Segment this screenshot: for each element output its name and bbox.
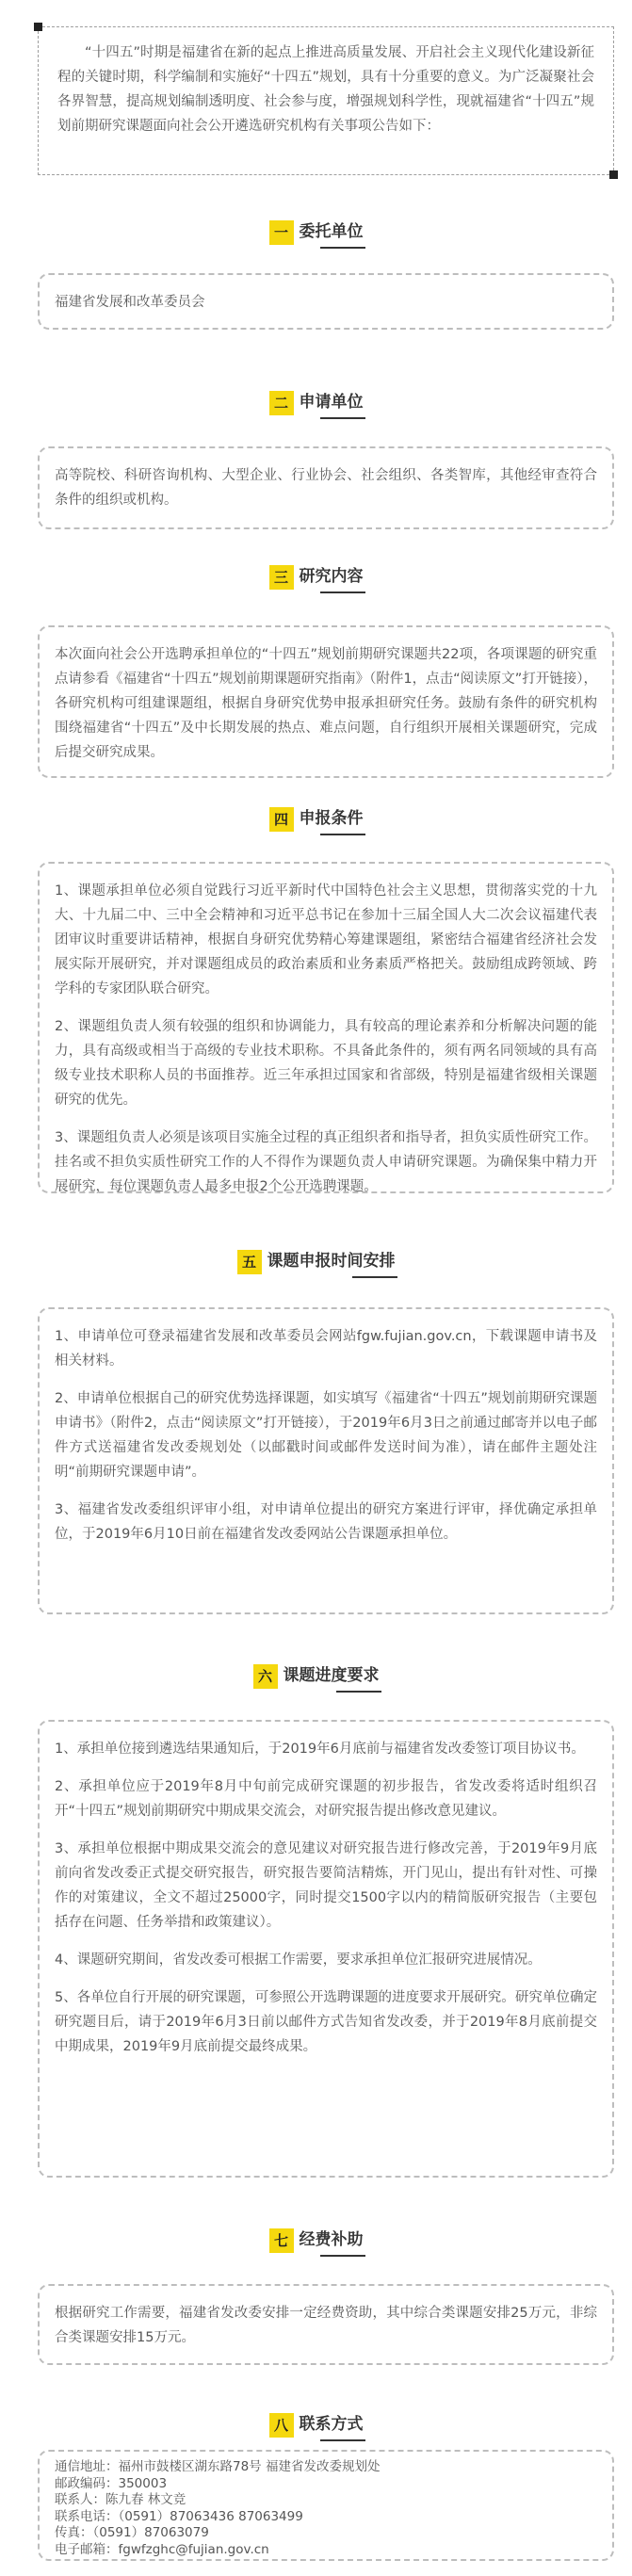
section-heading-8 xyxy=(0,2411,632,2439)
section-paragraph: 福建省发展和改革委员会 xyxy=(55,295,205,310)
contact-line: 传真：（0591）87063079 xyxy=(55,2525,209,2540)
section-paragraph: 1、申请单位可登录福建省发展和改革委员会网站fgw.fujian.gov.cn，下载课题申请书及相关材料。 xyxy=(55,1329,597,1369)
section-number: 六 xyxy=(253,1664,278,1689)
section-paragraph: 2、申请单位根据自己的研究优势选择课题，如实填写《福建省“十四五”规划前期研究课题申请书》（附件2，点击“阅读原文”打开链接），于2019年6月3日之前通过邮寄并以电子邮件方式送福建省发改委规划处（以邮戳时间或邮件发送时间为准），请在邮件主题处注明“前期研究课题申请”。 xyxy=(55,1391,597,1480)
section-title: 研究内容 xyxy=(300,564,364,591)
section-paragraph: 3、福建省发改委组织评审小组，对申请单位提出的研究方案进行评审，择优确定承担单位，于2019年6月10日前在福建省发改委网站公告课题承担单位。 xyxy=(55,1502,597,1542)
section-box-1 xyxy=(38,273,614,330)
email-link[interactable]: 电子邮箱：fgwfzghc@fujian.gov.cn xyxy=(55,2541,269,2557)
section-paragraph: 4、课题研究期间，省发改委可根据工作需要，要求承担单位汇报研究进展情况。 xyxy=(55,1952,542,1968)
section-title: 经费补助 xyxy=(300,2228,364,2254)
section-paragraph: 1、承担单位接到遴选结果通知后，于2019年6月底前与福建省发改委签订项目协议书。 xyxy=(55,1742,585,1757)
contact-line: 联系电话：（0591）87063436 87063499 xyxy=(55,2508,303,2524)
section-paragraph: 根据研究工作需要，福建省发改委安排一定经费资助，其中综合类课题安排25万元，非综合类课题安排15万元。 xyxy=(55,2306,597,2345)
section-box-3 xyxy=(38,625,614,778)
section-title: 申报条件 xyxy=(300,806,364,833)
section-paragraph: 3、课题组负责人必须是该项目实施全过程的真正组织者和指导者，担负实质性研究工作。挂名或不担负实质性研究工作的人不得作为课题负责人申请研究课题。为确保集中精力开展研究，每位课题负责人最多申报2个公开选聘课题。 xyxy=(55,1130,597,1194)
intro-box xyxy=(38,26,614,175)
section-box-2 xyxy=(38,446,614,529)
section-box-8 xyxy=(38,2450,614,2561)
section-box-5 xyxy=(38,1307,614,1614)
section-title: 课题进度要求 xyxy=(284,1663,380,1690)
contact-line: 邮政编码：350003 xyxy=(55,2475,168,2491)
section-paragraph: 2、课题组负责人须有较强的组织和协调能力，具有较高的理论素养和分析解决问题的能力，具有高级或相当于高级的专业技术职称。不具备此条件的，须有两名同领域的具有高级专业技术职称人员的书面推荐。近三年承担过国家和省部级，特别是福建省级相关课题研究的优先。 xyxy=(55,1019,597,1108)
section-heading-4 xyxy=(0,805,632,834)
section-paragraph: 本次面向社会公开选聘承担单位的“十四五”规划前期研究课题共22项，各项课题的研究重点请参看《福建省“十四五”规划前期课题研究指南》（附件1，点击“阅读原文”打开链接），各研究机构可组建课题组，根据自身研究优势申报承担研究任务。鼓励有条件的研究机构围绕福建省“十四五”及中长期发展的热点、难点问题，自行组织开展相关课题研究，完成后提交研究成果。 xyxy=(55,647,597,760)
section-box-7 xyxy=(38,2284,614,2365)
section-paragraph: 2、承担单位应于2019年8月中旬前完成研究课题的初步报告，省发改委将适时组织召开“十四五”规划前期研究中期成果交流会，对研究报告提出修改意见建议。 xyxy=(55,1779,597,1819)
section-paragraph: 3、承担单位根据中期成果交流会的意见建议对研究报告进行修改完善，于2019年9月底前向省发改委正式提交研究报告，研究报告要简洁精炼，开门见山，提出有针对性、可操作的对策建议，全文不超过25000字，同时提交1500字以内的精简版研究报告（主要包括存在问题、任务举措和政策建议）。 xyxy=(55,1841,597,1930)
section-number: 八 xyxy=(269,2413,294,2438)
section-paragraph: 5、各单位自行开展的研究课题，可参照公开选聘课题的进度要求开展研究。研究单位确定研究题目后，请于2019年6月3日前以邮件方式告知省发改委，并于2019年8月底前提交中期成果，2019年9月底前提交最终成果。 xyxy=(55,1990,597,2054)
section-heading-5 xyxy=(0,1248,632,1276)
section-title: 申请单位 xyxy=(300,390,364,416)
section-heading-2 xyxy=(0,389,632,417)
section-number: 七 xyxy=(269,2228,294,2253)
section-heading-3 xyxy=(0,563,632,591)
contact-line: 通信地址：福州市鼓楼区湖东路78号 福建省发改委规划处 xyxy=(55,2459,381,2474)
section-heading-7 xyxy=(0,2227,632,2255)
contact-line: 联系人：陈九春 林文竞 xyxy=(55,2492,186,2507)
section-paragraph: 1、课题承担单位必须自觉践行习近平新时代中国特色社会主义思想，贯彻落实党的十九大、十九届二中、三中全会精神和习近平总书记在参加十三届全国人大二次会议福建代表团审议时重要讲话精神，根据自身研究优势精心筹建课题组，紧密结合福建省经济社会发展实际开展研究，并对课题组成员的政治素质和业务素质严格把关。鼓励组成跨领域、跨学科的专家团队联合研究。 xyxy=(55,883,597,996)
section-number: 二 xyxy=(269,391,294,415)
section-box-4 xyxy=(38,862,614,1193)
section-paragraph: 高等院校、科研咨询机构、大型企业、行业协会、社会组织、各类智库，其他经审查符合条件的组织或机构。 xyxy=(55,468,597,508)
section-heading-6 xyxy=(0,1662,632,1691)
section-number: 五 xyxy=(237,1250,262,1274)
section-title: 联系方式 xyxy=(300,2412,364,2438)
corner-mark xyxy=(609,170,618,179)
section-box-6 xyxy=(38,1720,614,2178)
corner-mark xyxy=(34,23,42,31)
section-title: 课题申报时间安排 xyxy=(267,1249,396,1275)
section-number: 三 xyxy=(269,565,294,590)
section-title: 委托单位 xyxy=(300,219,364,246)
intro-text: “十四五”时期是福建省在新的起点上推进高质量发展、开启社会主义现代化建设新征程的关键时期，科学编制和实施好“十四五”规划，具有十分重要的意义。为广泛凝聚社会各界智慧，提高规划编制透明度、社会参与度，增强规划科学性，现就福建省“十四五”规划前期研究课题面向社会公开遴选研究机构有关事项公告如下： xyxy=(57,45,594,134)
section-heading-1 xyxy=(0,219,632,247)
section-number: 四 xyxy=(269,807,294,832)
section-number: 一 xyxy=(269,220,294,245)
